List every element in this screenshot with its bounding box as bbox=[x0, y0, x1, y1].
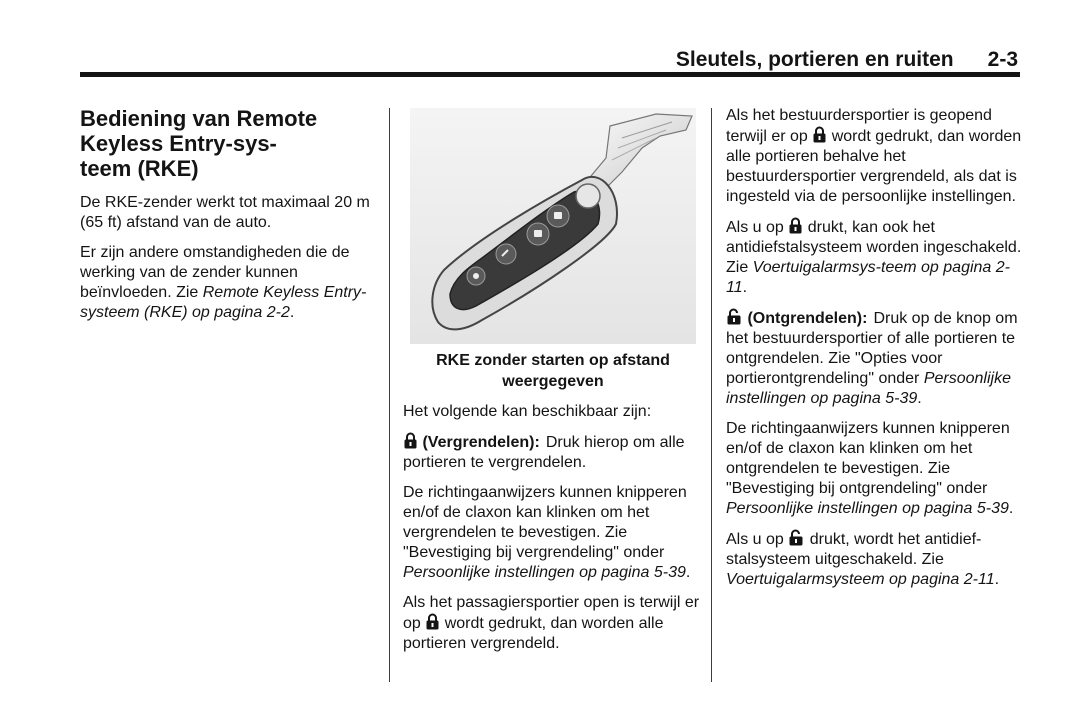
cross-reference: Voertuigalarmsys-teem op pagina 2-11 bbox=[726, 259, 1010, 296]
intro-text: Het volgende kan beschikbaar zijn: bbox=[403, 403, 652, 420]
cross-reference: Persoonlijke instellingen op pagina 5-39 bbox=[403, 564, 686, 581]
lock-icon bbox=[426, 613, 439, 630]
driver-door-paragraph: Als het bestuurdersportier is geopend terwijl er op wordt gedrukt, dan worden alle portieren behalve het bestuurdersportier vergrendeld, als dat is ingesteld via de persoonlijke instellingen. bbox=[726, 107, 1022, 205]
cross-reference: Persoonlijke instellingen op pagina 5-39 bbox=[726, 500, 1009, 517]
passenger-door-paragraph: Als het passagiersportier open is terwijl er op wordt gedrukt, dan worden alle portieren vergrendeld. bbox=[403, 594, 700, 652]
cross-reference: Remote Keyless Entry-systeem (RKE) op pagina 2-2 bbox=[80, 284, 367, 321]
column-divider-1 bbox=[389, 108, 390, 682]
lock-description: (Vergrendelen): Druk hierop om alle portieren te vergrendelen. bbox=[403, 434, 685, 471]
header-title: Sleutels, portieren en ruiten bbox=[675, 48, 954, 71]
cross-reference: Voertuigalarmsysteem op pagina 2-11 bbox=[726, 571, 995, 588]
lock-icon bbox=[404, 432, 417, 449]
range-paragraph: De RKE-zender werkt tot maximaal 20 m (65 ft) afstand van de auto. bbox=[80, 194, 370, 231]
key-fob-figure bbox=[410, 108, 696, 344]
page-number: 2-3 bbox=[987, 48, 1018, 71]
column-1 bbox=[80, 104, 376, 333]
lock-term: (Vergrendelen): bbox=[422, 434, 540, 451]
alarm-disarm-paragraph: Als u op drukt, wordt het antidief-stalsysteem uitgeschakeld. Zie Voertuigalarmsysteem op pagina 2-11. bbox=[726, 531, 1000, 588]
interference-paragraph: Er zijn andere omstandigheden die de werking van de zender kunnen beïnvloeden. Zie Remote Keyless Entry-systeem (RKE) op pagina 2-2. bbox=[80, 244, 367, 321]
column-divider-2 bbox=[711, 108, 712, 682]
section-heading: Bediening van Remote Keyless Entry-sys- teem (RKE) bbox=[80, 106, 318, 181]
fob-trunk-button bbox=[496, 244, 516, 264]
fob-release-button bbox=[576, 184, 600, 208]
figure-caption: RKE zonder starten op afstand weergegeven bbox=[436, 352, 670, 390]
header-rule bbox=[80, 72, 1020, 77]
lock-icon bbox=[789, 217, 802, 234]
column-3 bbox=[726, 106, 1026, 600]
unlock-icon bbox=[727, 308, 742, 325]
lock-signals-paragraph: De richtingaanwijzers kunnen knipperen en/of de claxon kan klinken om het vergrendelen te bevestigen. Zie "Bevestiging bij vergrendeling" onder Persoonlijke instellingen op pagina 5-39. bbox=[403, 484, 691, 581]
unlock-term: (Ontgrendelen): bbox=[747, 310, 868, 327]
page-header bbox=[676, 48, 1018, 72]
unlock-icon bbox=[789, 529, 804, 546]
unlock-signals-paragraph: De richtingaanwijzers kunnen knipperen en/of de claxon kan klinken om het ontgrendelen te bevestigen. Zie "Bevestiging bij ontgrendeling" onder Persoonlijke instellingen op pagina 5-39. bbox=[726, 420, 1014, 517]
unlock-description: (Ontgrendelen): Druk op de knop om het bestuurdersportier of alle portieren te ontgrendelen. Zie "Opties voor portierontgrendeling" onder Persoonlijke instellingen op pagina 5-39. bbox=[726, 310, 1018, 407]
cross-reference: Persoonlijke instellingen op pagina 5-39 bbox=[726, 370, 1011, 407]
column-2 bbox=[403, 350, 703, 664]
lock-icon bbox=[813, 126, 826, 143]
alarm-arm-paragraph: Als u op drukt, kan ook het antidiefstalsysteem worden ingeschakeld. Zie Voertuigalarmsys-teem op pagina 2-11. bbox=[726, 219, 1022, 296]
key-fob-illustration bbox=[410, 108, 696, 344]
